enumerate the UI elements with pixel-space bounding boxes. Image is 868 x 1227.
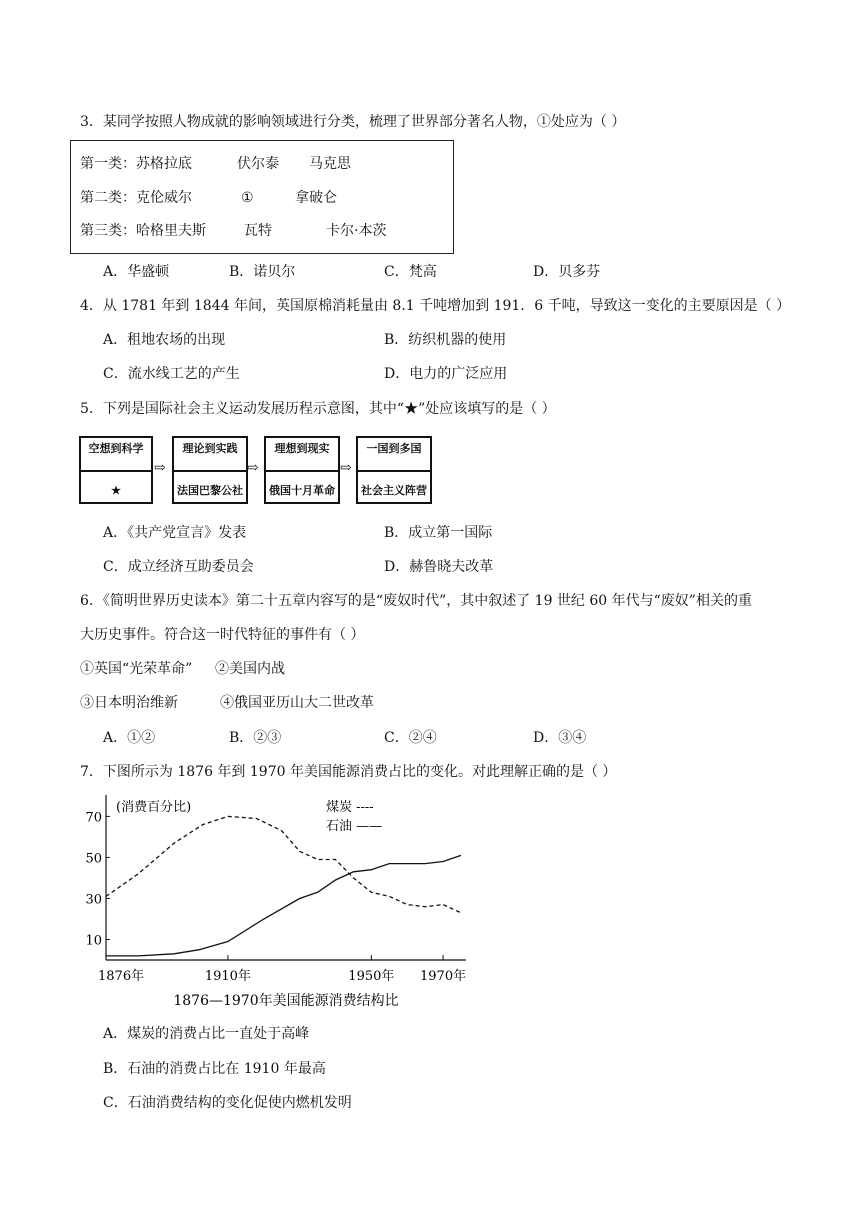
q5-box-2 xyxy=(172,436,248,504)
y-tick-label: 70 xyxy=(85,810,102,826)
q6-stem-line1: 6．《简明世界历史读本》第二十五章内容写的是“废奴时代”，其中叙述了 19 世纪 60 年代与“废奴”相关的重 xyxy=(80,593,752,609)
q5-arrow-icon: ⇨ xyxy=(340,460,352,476)
q3-row1-b: 马克思 xyxy=(309,156,351,172)
q5-option-a: A．《共产党宣言》发表 xyxy=(103,525,247,541)
series-line-oil xyxy=(106,855,461,956)
x-tick-label: 1950年 xyxy=(348,969,395,984)
q3-row1-a: 伏尔泰 xyxy=(237,156,279,172)
chart-title: 1876—1970年美国能源消费结构比 xyxy=(173,993,399,1009)
q5-box-1-top: 空想到科学 xyxy=(88,442,144,455)
energy-chart xyxy=(76,790,476,1015)
q5-box-divider xyxy=(174,470,246,472)
q6-option-a: A．①② xyxy=(103,730,156,746)
series-line-coal xyxy=(106,816,461,912)
x-tick-label: 1970年 xyxy=(420,969,467,984)
q3-row3-b: 卡尔·本茨 xyxy=(326,223,387,239)
y-axis-label: (消费百分比) xyxy=(116,800,192,815)
q3-row2-b: 拿破仑 xyxy=(295,190,337,206)
q6-item-3: ③日本明治维新 xyxy=(80,695,178,711)
q3-option-d: D．贝多芬 xyxy=(533,264,601,280)
q7-option-b: B．石油的消费占比在 1910 年最高 xyxy=(103,1061,326,1077)
x-tick-label: 1910年 xyxy=(204,969,251,984)
q5-arrow-icon: ⇨ xyxy=(154,460,166,476)
y-tick-label: 10 xyxy=(85,933,102,949)
q5-box-2-bottom: 法国巴黎公社 xyxy=(177,484,243,497)
q5-box-1-bottom: ★ xyxy=(111,484,121,497)
q5-box-1 xyxy=(79,436,153,504)
q3-row2-a: ① xyxy=(241,190,254,206)
q3-row1-label: 第一类：苏格拉底 xyxy=(80,156,192,172)
q5-box-3-top: 理想到现实 xyxy=(274,442,330,455)
y-tick-label: 50 xyxy=(85,851,102,867)
q5-box-divider xyxy=(81,470,151,472)
q4-stem: 4．从 1781 年到 1844 年间，英国原棉消耗量由 8.1 千吨增加到 191．6 千吨，导致这一变化的主要原因是（ ） xyxy=(80,298,791,314)
q6-item-1: ①英国“光荣革命” xyxy=(80,661,193,677)
legend-label: 煤炭 ---- xyxy=(326,800,374,815)
q5-box-3-bottom: 俄国十月革命 xyxy=(269,484,335,497)
q3-option-b: B．诺贝尔 xyxy=(229,264,296,280)
q3-row3-a: 瓦特 xyxy=(244,223,272,239)
q5-arrow-icon: ⇨ xyxy=(247,460,259,476)
q3-option-c: C．梵高 xyxy=(384,264,437,280)
q5-box-4-bottom: 社会主义阵营 xyxy=(361,484,427,497)
q6-item-4: ④俄国亚历山大二世改革 xyxy=(220,695,374,711)
q5-box-4 xyxy=(356,436,432,504)
q7-option-a: A．煤炭的消费占比一直处于高峰 xyxy=(103,1026,310,1042)
q7-option-c: C．石油消费结构的变化促使内燃机发明 xyxy=(103,1095,352,1111)
q3-row3-label: 第三类：哈格里夫斯 xyxy=(80,223,206,239)
legend-label: 石油 —— xyxy=(326,819,383,834)
x-tick-label: 1876年 xyxy=(98,969,145,984)
q6-option-d: D．③④ xyxy=(533,730,587,746)
q5-option-d: D．赫鲁晓夫改革 xyxy=(384,559,494,575)
q4-option-a: A．租地农场的出现 xyxy=(103,332,226,348)
q6-item-2: ②美国内战 xyxy=(215,661,285,677)
q5-box-divider xyxy=(266,470,338,472)
y-tick-label: 30 xyxy=(85,892,102,908)
q4-option-b: B．纺织机器的使用 xyxy=(384,332,507,348)
q6-option-b: B．②③ xyxy=(229,730,282,746)
q7-stem: 7．下图所示为 1876 年到 1970 年美国能源消费占比的变化。对此理解正确的是（ ） xyxy=(80,764,617,780)
q5-option-c: C．成立经济互助委员会 xyxy=(103,559,254,575)
q6-option-c: C．②④ xyxy=(384,730,437,746)
q3-row2-label: 第二类：克伦威尔 xyxy=(80,190,192,206)
q3-stem: 3．某同学按照人物成就的影响领域进行分类，梳理了世界部分著名人物，①处应为（ ） xyxy=(80,114,626,130)
q4-option-c: C．流水线工艺的产生 xyxy=(103,366,240,382)
q5-box-2-top: 理论到实践 xyxy=(182,442,238,455)
q4-option-d: D．电力的广泛应用 xyxy=(384,366,508,382)
q5-box-4-top: 一国到多国 xyxy=(366,442,422,455)
q5-box-divider xyxy=(358,470,430,472)
q5-stem: 5．下列是国际社会主义运动发展历程示意图，其中“★”处应该填写的是（ ） xyxy=(80,401,556,417)
q6-stem-line2: 大历史事件。符合这一时代特征的事件有（ ） xyxy=(80,627,365,643)
q3-option-a: A．华盛顿 xyxy=(103,264,170,280)
q5-box-3 xyxy=(264,436,340,504)
q5-option-b: B．成立第一国际 xyxy=(384,525,493,541)
